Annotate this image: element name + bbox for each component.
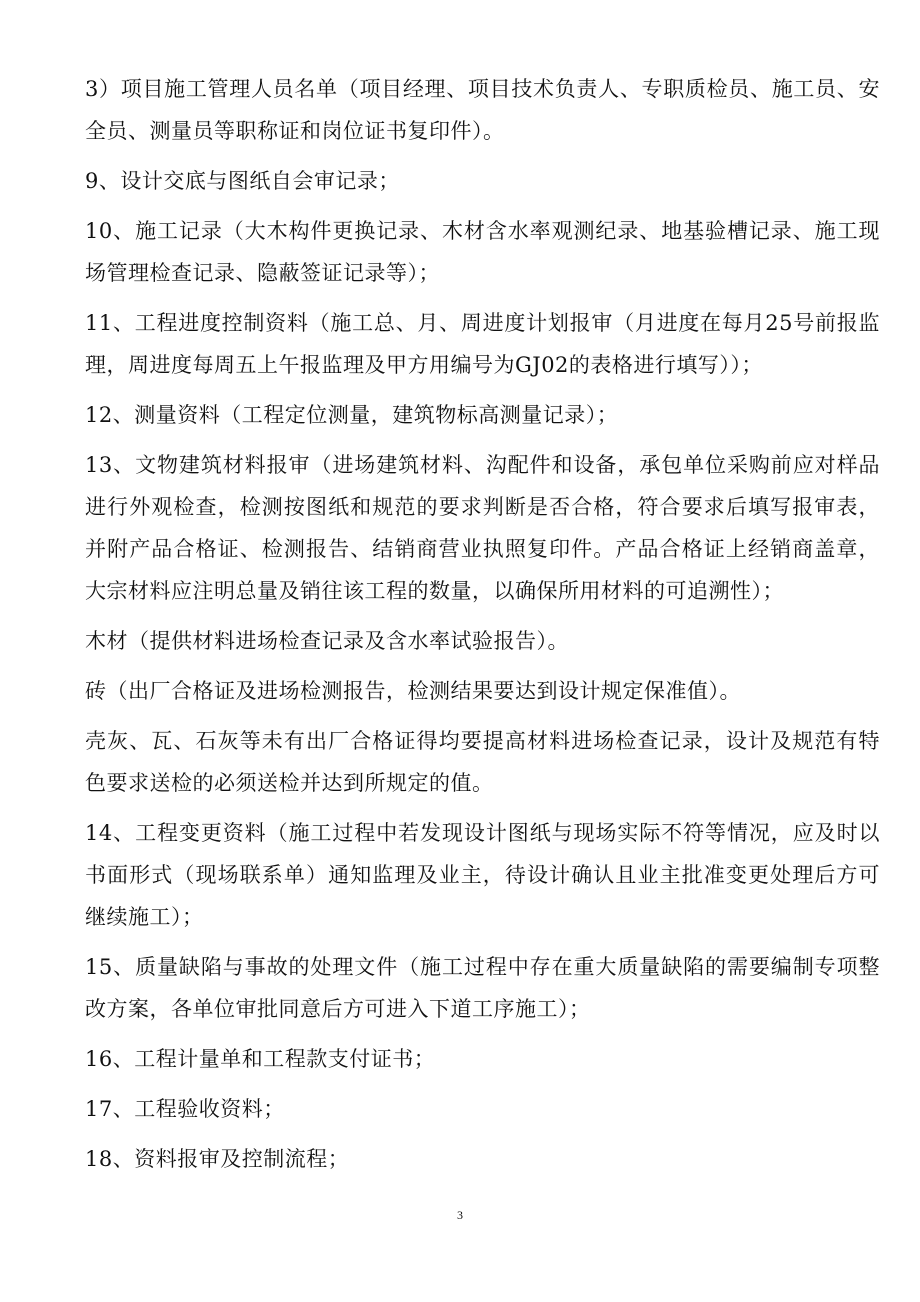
- paragraph-item-18: 18、资料报审及控制流程；: [85, 1147, 350, 1171]
- paragraph-item-17: 17、工程验收资料；: [85, 1097, 285, 1121]
- paragraph-item-15: 15、质量缺陷与事故的处理文件（施工过程中存在重大质量缺陷的需要编制专项整改方案，各单位审批同意后方可进入下道工序施工）；: [85, 955, 880, 1021]
- paragraph-item-13: 13、文物建筑材料报审（进场建筑材料、沟配件和设备，承包单位采购前应对样品进行外观检查，检测按图纸和规范的要求判断是否合格，符合要求后填写报审表，并附产品合格证、检测报告、结销商营业执照复印件。产品合格证上经销商盖章，大宗材料应注明总量及销往该工程的数量，以确保所用材料的可追溯性）；: [85, 453, 880, 603]
- paragraph-item-9: 9、设计交底与图纸自会审记录；: [85, 169, 400, 193]
- paragraph-item-14: 14、工程变更资料（施工过程中若发现设计图纸与现场实际不符等情况，应及时以书面形式（现场联系单）通知监理及业主，待设计确认且业主批准变更处理后方可继续施工）；: [85, 821, 880, 929]
- paragraph-brick: 砖（出厂合格证及进场检测报告，检测结果要达到设计规定保准值）。: [85, 679, 741, 703]
- paragraph-item-16: 16、工程计量单和工程款支付证书；: [85, 1047, 436, 1071]
- paragraph-personnel-list: 3）项目施工管理人员名单（项目经理、项目技术负责人、专职质检员、施工员、安全员、测量员等职称证和岗位证书复印件）。: [85, 77, 880, 143]
- paragraph-shell-lime: 壳灰、瓦、石灰等未有出厂合格证得均要提高材料进场检查记录，设计及规范有特色要求送检的必须送检并达到所规定的值。: [85, 729, 880, 795]
- paragraph-item-11: 11、工程进度控制资料（施工总、月、周进度计划报审（月进度在每月25号前报监理，周进度每周五上午报监理及甲方用编号为GJ02的表格进行填写））；: [85, 311, 880, 377]
- paragraph-item-12: 12、测量资料（工程定位测量，建筑物标高测量记录）；: [85, 403, 619, 427]
- document-body: [85, 68, 880, 1188]
- page-number: 3: [457, 1208, 463, 1222]
- paragraph-timber: 木材（提供材料进场检查记录及含水率试验报告）。: [85, 629, 569, 653]
- paragraph-item-10: 10、施工记录（大木构件更换记录、木材含水率观测纪录、地基验槽记录、施工现场管理检查记录、隐蔽签证记录等）；: [85, 219, 880, 285]
